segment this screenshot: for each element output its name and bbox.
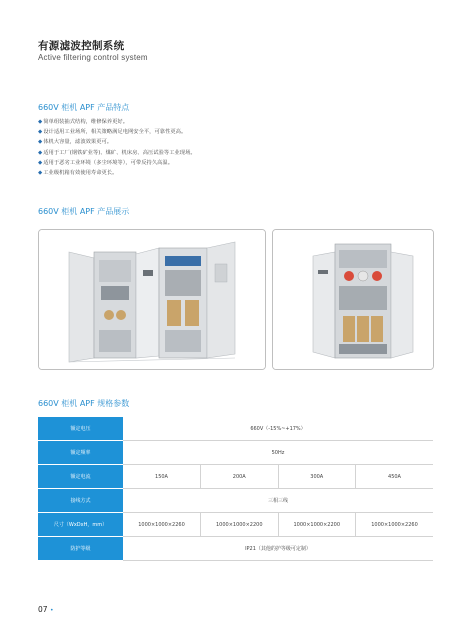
feature-text: 适用于恶劣工业环境（多尘环境等），可带反持久高温。 [43,159,174,166]
row-label: 额定频率 [38,441,123,465]
table-row [38,465,433,489]
dot-icon: • [49,607,54,614]
list-item [38,117,196,127]
features-list [38,117,196,178]
table-cell: 200A [201,465,279,489]
cabinet-illustration-icon [39,230,265,369]
product-photo-single-cabinet [272,229,434,370]
table-cell: IP21（其他的护等级可定制） [123,537,433,561]
table-cell: 1000×1000×2200 [201,513,279,537]
feature-text: 体机大容量，滤波效果更可。 [43,139,113,146]
page-subtitle: Active filtering control system [38,53,148,62]
table-cell: 1000×1000×2260 [356,513,434,537]
table-cell: 660V（-15%~+17%） [123,417,433,441]
list-item [38,137,196,147]
diamond-bullet-icon: ◆ [38,149,43,156]
page-number [38,605,53,614]
row-label: 尺寸（WxDxH，mm） [38,513,123,537]
table-row [38,417,433,441]
diamond-bullet-icon: ◆ [38,129,43,136]
list-item [38,148,196,158]
page-title: 有源滤波控制系统 [38,40,125,52]
table-cell: 150A [123,465,201,489]
feature-text: 工业级机箱有效使用寿命更长。 [43,170,118,177]
row-label: 接线方式 [38,489,123,513]
list-item [38,158,196,168]
feature-text: 适用于工厂(钢铁矿业等)、煤矿、机床房、高压试验等工业现场。 [43,149,196,156]
diamond-bullet-icon: ◆ [38,159,43,166]
table-row [38,489,433,513]
table-row [38,513,433,537]
specs-section-title: 660V 柜机 APF 规格参数 [38,399,130,408]
gallery-section-title: 660V 柜机 APF 产品展示 [38,207,130,216]
feature-text: 设计适用工业场所，相关策略满足电网安全平，可靠性更高。 [43,129,187,136]
spec-table [38,417,433,561]
diamond-bullet-icon: ◆ [38,119,43,125]
table-cell: 三相三线 [123,489,433,513]
list-item [38,127,196,137]
table-cell: 50Hz [123,441,433,465]
table-cell: 300A [278,465,356,489]
row-label: 额定电流 [38,465,123,489]
table-cell: 450A [356,465,434,489]
diamond-bullet-icon: ◆ [38,170,43,177]
feature-text: 简单组装抽式结构，维修保养更好。 [43,119,128,125]
row-label: 防护等级 [38,537,123,561]
table-cell: 1000×1000×2260 [123,513,201,537]
table-row [38,441,433,465]
page-number-text: 07 [38,605,48,614]
list-item [38,168,196,178]
diamond-bullet-icon: ◆ [38,139,43,146]
cabinet-illustration-icon [273,230,433,369]
table-cell: 1000×1000×2200 [278,513,356,537]
row-label: 额定电压 [38,417,123,441]
table-row [38,537,433,561]
product-photo-open-cabinets [38,229,266,370]
features-section-title: 660V 柜机 APF 产品特点 [38,103,130,112]
